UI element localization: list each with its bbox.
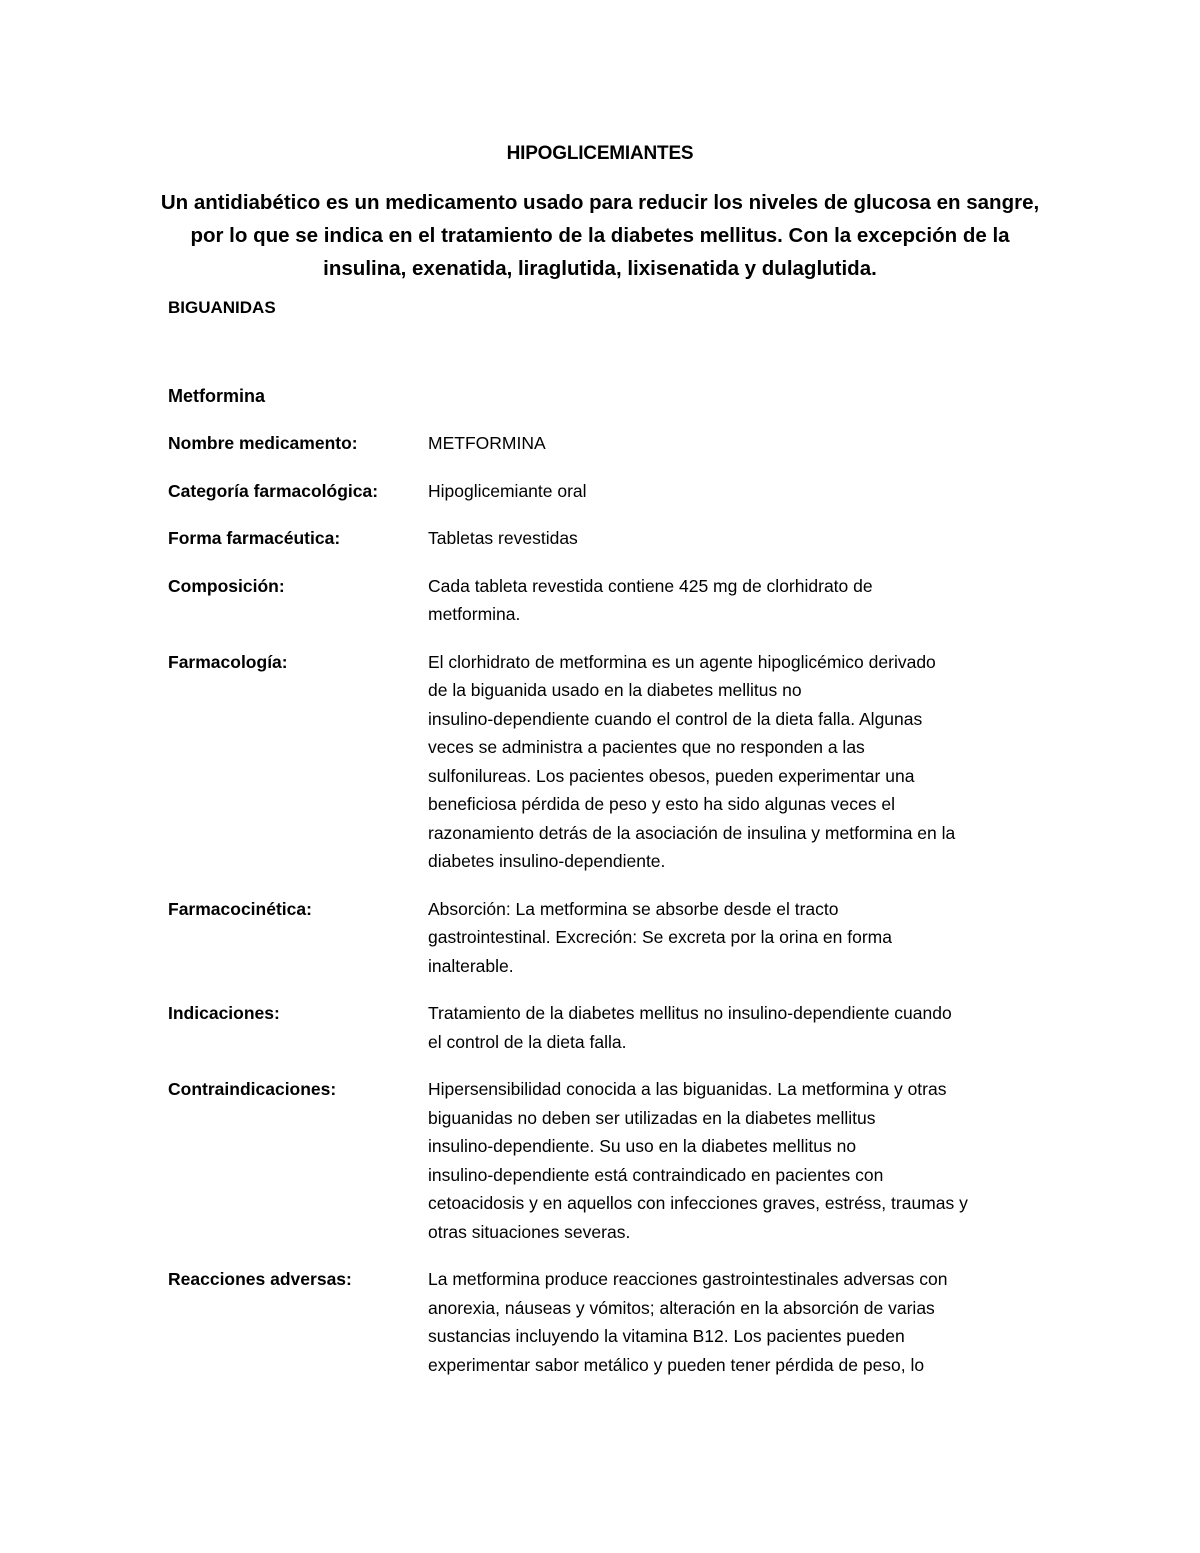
row-value: La metformina produce reacciones gastrointestinales adversas con anorexia, náuseas y vómitos; alteración en la absorción de varias sustancias incluyendo la vitamina B12. Los pacientes pueden experimentar sabor metálico y pueden tener pérdida de peso, lo bbox=[428, 1269, 948, 1375]
info-row-reacciones bbox=[168, 1265, 1038, 1379]
info-row-forma bbox=[168, 524, 1038, 553]
info-row-farmacocinetica bbox=[168, 895, 1038, 981]
row-value: METFORMINA bbox=[428, 433, 546, 453]
info-row-composicion bbox=[168, 572, 1038, 629]
drug-info-table bbox=[168, 429, 1038, 1398]
row-label: Categoría farmacológica: bbox=[168, 480, 379, 501]
row-label: Contraindicaciones: bbox=[168, 1079, 337, 1099]
intro-paragraph: Un antidiabético es un medicamento usado para reducir los niveles de glucosa en sangre, por lo que se indica en el tratamiento de la diabetes mellitus. Con la excepción de la insulina, exenatida, liraglutida, lixisenatida y dulaglutida. bbox=[160, 191, 1040, 280]
row-label: Nombre medicamento: bbox=[168, 433, 358, 453]
drug-heading: Metformina bbox=[168, 386, 266, 406]
info-row-nombre bbox=[168, 429, 1038, 458]
row-label: Composición: bbox=[168, 575, 285, 596]
row-value: Hipoglicemiante oral bbox=[428, 480, 587, 501]
row-value: Cada tableta revestida contiene 425 mg de clorhidrato de metformina. bbox=[428, 575, 873, 624]
info-row-indicaciones bbox=[168, 999, 1038, 1056]
row-label: Farmacocinética: bbox=[168, 898, 312, 919]
info-row-farmacologia bbox=[168, 648, 1038, 876]
row-label: Forma farmacéutica: bbox=[168, 528, 341, 548]
row-value: El clorhidrato de metformina es un agente hipoglicémico derivado de la biguanida usado en la diabetes mellitus no insulino-dependiente cuando el control de la dieta falla. Algunas veces se administra a pacientes que no responden a las sulfonilureas. Los pacientes obesos, pueden experimentar una beneficiosa pérdida de peso y esto ha sido algunas veces el razonamiento detrás de la asociación de insulina y metformina en la diabetes insulino-dependiente. bbox=[428, 651, 956, 871]
row-value: Absorción: La metformina se absorbe desde el tracto gastrointestinal. Excreción: Se excreta por la orina en forma inalterable. bbox=[428, 898, 892, 976]
row-label: Reacciones adversas: bbox=[168, 1269, 352, 1289]
row-value: Tabletas revestidas bbox=[428, 528, 578, 548]
section-heading: BIGUANIDAS bbox=[168, 298, 276, 317]
row-label: Farmacología: bbox=[168, 651, 288, 672]
row-label: Indicaciones: bbox=[168, 1003, 280, 1023]
document-title: HIPOGLICEMIANTES bbox=[506, 143, 694, 164]
row-value: Tratamiento de la diabetes mellitus no insulino-dependiente cuando el control de la dieta falla. bbox=[428, 1003, 952, 1052]
row-value: Hipersensibilidad conocida a las biguanidas. La metformina y otras biguanidas no deben ser utilizadas en la diabetes mellitus insulino-dependiente. Su uso en la diabetes mellitus no insulino-dependiente está contraindicado en pacientes con cetoacidosis y en aquellos con infecciones graves, estréss, traumas y otras situaciones severas. bbox=[428, 1079, 968, 1242]
info-row-categoria bbox=[168, 477, 1038, 506]
info-row-contraindicaciones bbox=[168, 1075, 1038, 1246]
